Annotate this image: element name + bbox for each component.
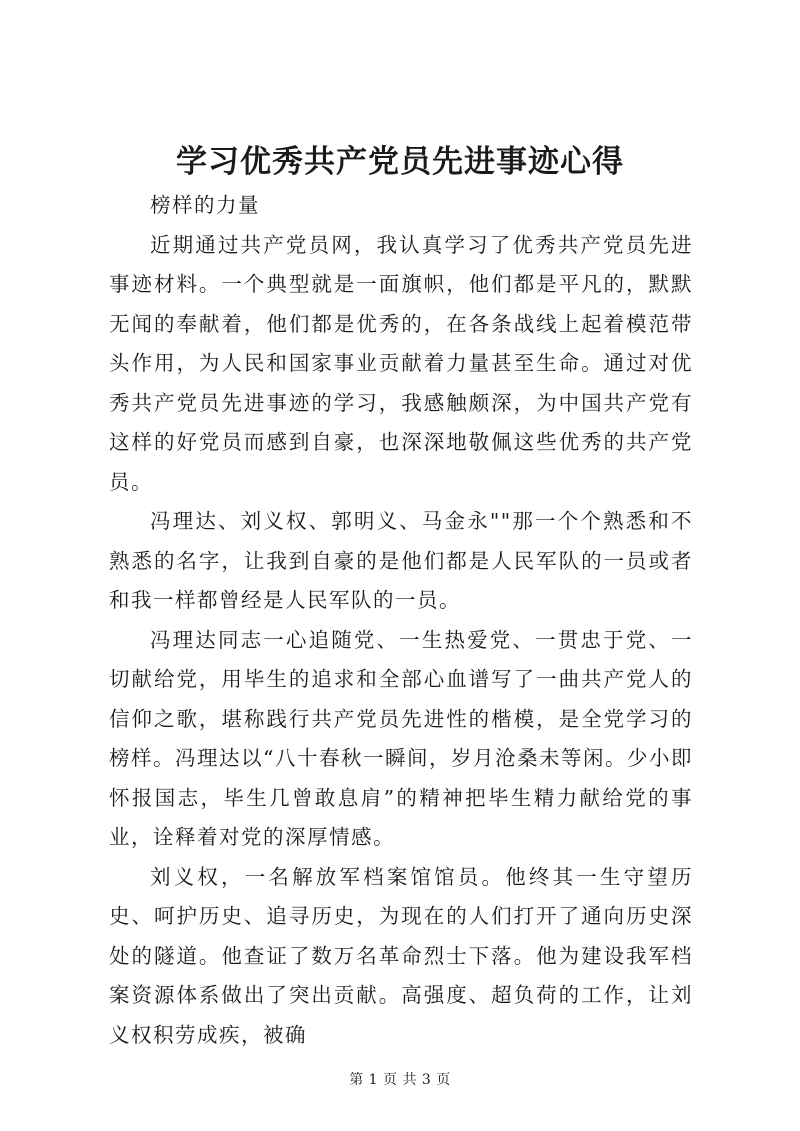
paragraph: 冯理达同志一心追随党、一生热爱党、一贯忠于党、一切献给党，用毕生的追求和全部心血谱写了一曲共产党人的信仰之歌，堪称践行共产党员先进性的楷模，是全党学习的榜样。冯理达以“八十春秋一瞬间，岁月沧桑未等闲。少小即怀报国志，毕生几曾敢息肩”的精神把毕生精力献给党的事业，诠释着对党的深厚情感。 [109,627,693,849]
paragraph: 冯理达、刘义权、郭明义、马金永""那一个个熟悉和不熟悉的名字，让我到自豪的是他们都是人民军队的一员或者和我一样都曾经是人民军队的一员。 [109,509,693,612]
document-body [109,186,693,1055]
page-number-footer: 第 1 页 共 3 页 [349,1072,451,1088]
paragraph: 近期通过共产党员网，我认真学习了优秀共产党员先进事迹材料。一个典型就是一面旗帜，他们都是平凡的，默默无闻的奉献着，他们都是优秀的，在各条战线上起着模范带头作用，为人民和国家事业贡献着力量甚至生命。通过对优秀共产党员先进事迹的学习，我感触颇深，为中国共产党有这样的好党员而感到自豪，也深深地敬佩这些优秀的共产党员。 [109,232,693,494]
document-title: 学习优秀共产党员先进事迹心得 [176,144,624,180]
paragraph: 刘义权，一名解放军档案馆馆员。他终其一生守望历史、呵护历史、追寻历史，为现在的人们打开了通向历史深处的隧道。他查证了数万名革命烈士下落。他为建设我军档案资源体系做出了突出贡献。高强度、超负荷的工作，让刘义权积劳成疾，被确 [109,864,693,1047]
document-subtitle: 榜样的力量 [150,193,260,217]
